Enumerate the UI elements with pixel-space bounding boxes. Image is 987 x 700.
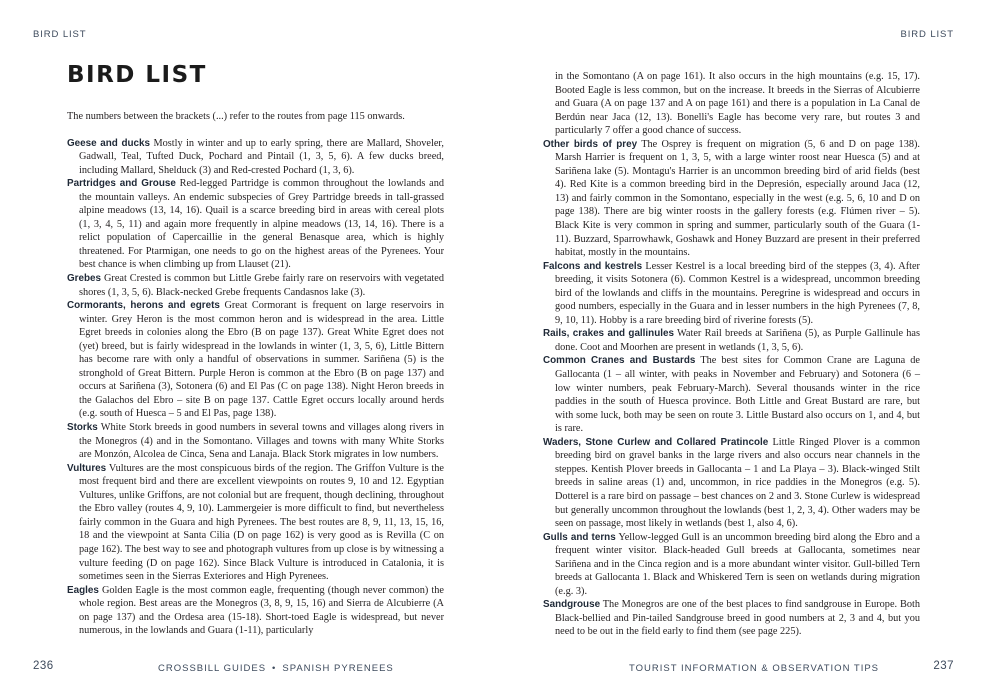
running-head-right: BIRD LIST [900,29,954,40]
footer-bullet: • [272,663,277,674]
page-number-right: 237 [933,660,954,672]
bird-group-heading: Partridges and Grouse [67,178,176,190]
bird-group-entry [67,272,444,299]
footer-left [158,663,394,674]
bird-group-heading: Other birds of prey [543,138,638,150]
bird-group-entry [67,137,444,178]
right-column [543,70,920,639]
bird-group-heading: Grebes [67,273,102,285]
bird-group-entry [543,354,920,435]
footer-right: TOURIST INFORMATION & OBSERVATION TIPS [629,663,880,674]
bird-group-heading: Storks [67,422,98,434]
bird-group-heading: Gulls and terns [543,531,616,543]
bird-group-text: The Monegros are one of the best places to find sandgrouse in Europe. Both Black-bellied and Pin-tailed Sandgrouse breed in good numbers at 2, 3 and 4, but you need to be out in the field early to find them (see page 225). [555,599,920,638]
bird-group-text: White Stork breeds in good numbers in several towns and villages along rivers in the Monegros (4) and in the Somontano. Villages and towns with many White Storks are Monzón, Alcolea de Cinca, Sena and Lanaja. Black Stork migrates in low numbers. [79,422,444,461]
bird-group-entry [67,584,444,638]
left-entries [67,137,444,638]
bird-group-entry [67,177,444,272]
left-column [67,110,444,638]
bird-group-text: Yellow-legged Gull is an uncommon breeding bird along the Ebro and a frequent winter visitor. Black-headed Gull breeds at Gallocanta, sometimes near Sariñena and in the Cinca region and is a more abundant winter visitor. Gull-billed Tern breeds at Gallocanta 1. Black and Whiskered Tern is seen on wetlands during migration (e.g. 3). [555,531,920,597]
page-title: BIRD LIST [67,62,207,88]
page-number-left: 236 [33,660,54,672]
bird-group-entry [543,327,920,354]
bird-group-entry [543,138,920,260]
series-name: CROSSBILL GUIDES [158,663,267,674]
bird-group-heading: Vultures [67,462,107,474]
bird-group-entry [67,462,444,584]
right-entries [543,138,920,639]
bird-group-text: Great Cormorant is frequent on large reservoirs in winter. Grey Heron is the most common heron and is widespread in the area. Little Egret breeds in colonies along the Ebro (B on page 137). Great White Egret does not (yet) breed, but is fairly widespread in the lowlands in winter (1, 3, 5, 6), Little Bittern has become rare with only a handful of observations in summer. Sariñena (5) is the stronghold of Great Bittern. Purple Heron is common at the Ebro (B on page 137) and occurs at Sariñena (3), Sotonera (6) and El Pas (C on page 138). Night Heron breeds in the Galachos del Ebro – site B on page 137. Cattle Egret occurs locally around herds (e.g. south of Huesca – 5 and El Pas, page 138). [79,300,445,420]
bird-group-heading: Waders, Stone Curlew and Collared Pratincole [543,436,769,448]
bird-group-heading: Common Cranes and Bustards [543,355,696,367]
bird-group-heading: Falcons and kestrels [543,260,643,272]
bird-group-entry [543,531,920,599]
bird-group-entry [67,421,444,462]
intro-paragraph: The numbers between the brackets (...) refer to the routes from page 115 onwards. [67,111,405,122]
continuation-paragraph: in the Somontano (A on page 161). It also occurs in the high mountains (e.g. 15, 17). Booted Eagle is less common, but on the increase. It breeds in the Sierras of Alcubierre and Guara (A on page 137 and A on page 161) and there is a population in La Canal de Berdún near Jaca (12, 13). Bonelli's Eagle has become very rare, but routes 3 and particularly 7 offer a good chance of success. [555,71,920,137]
bird-group-text: Great Crested is common but Little Grebe fairly rare on reservoirs with vegetated shores (1, 3, 5, 6). Black-necked Grebe frequents Candasnos lake (3). [79,273,444,298]
bird-group-text: Golden Eagle is the most common eagle, frequenting (though never common) the whole region. Best areas are the Monegros (3, 8, 9, 15, 16) and Sierra de Alcubierre (A on page 137) and the Ordesa area (15-18). Short-toed Eagle is widespread, but never numerous, in the lowlands and Guara (1-11), particularly [79,584,444,637]
running-head-left: BIRD LIST [33,29,87,40]
bird-group-text: Mostly in winter and up to early spring, there are Mallard, Shoveler, Gadwall, Teal, Tufted Duck, Pochard and Pintail (1, 3, 5, 6). A few ducks breed, including Mallard, Shelduck (3) and Red-crested Pochard (1, 3, 6). [79,137,444,176]
bird-group-text: The Osprey is frequent on migration (5, 6 and D on page 138). Marsh Harrier is frequent on 1, 3, 5, with a large winter roost near Huesca (5) and at Sariñena lake (5). Montagu's Harrier is an uncommon breeding bird of arid fields (best 4). Red Kite is a common breeding bird in the Depresión, especially around Jaca (12, 13) and fairly common in the Somontano, especially in the west (e.g. 5, 6, 10 and D on page 138). There are big winter roosts in the gallery forests (e.g. Flúmen river – 5). Black Kite is very common in spring and summer, particularly south of the Guara (1-11). Buzzard, Sparrowhawk, Goshawk and Honey Buzzard are present in their preferred habitat, mostly in the mountains. [555,138,921,259]
bird-group-text: The best sites for Common Crane are Laguna de Gallocanta (1 – all winter, with peaks in November and February) and Sotonera (6 – low winter numbers, peak February-March). Several thousands winter in the rice paddies in the south of Huesca province. Both Little and Great Bustard are rare, but with some luck, both may be seen on route 3. Little Bustard also occurs on 1, and 4, but is rare. [555,355,920,435]
bird-group-text: Little Ringed Plover is a common breeding bird on gravel banks in the large rivers and also occurs near channels in the steppes. Kentish Plover breeds in Gallocanta – 1 and La Playa – 3). Black-winged Stilt breeds in saline areas (1) and, uncommon, in rice paddies in the Monegros (e.g. 5). Dotterel is a rare bird on passage – best chances on 2 and 3. Stone Curlew is widespread but generally uncommon throughout the lowlands (best 1, 2, 3, 4). Other waders may be seen on passage, most likely in wetlands (best 1, also 4, 6). [555,436,921,530]
bird-group-heading: Cormorants, herons and egrets [67,300,220,312]
bird-group-heading: Rails, crakes and gallinules [543,328,674,340]
bird-group-text: Lesser Kestrel is a local breeding bird of the steppes (3, 4). After breeding, it visits Sotonera (6). Common Kestrel is a widespread, uncommon breeding bird of the lowlands and cliffs in the mountains. Peregrine is widespread and occurs in good numbers, especially in the Guara and in lesser numbers in the high Pyrenees (7, 8, 9, 10, 11). Hobby is a rare breeding bird of riverine forests (5). [555,260,920,326]
bird-group-heading: Eagles [67,584,99,596]
bird-group-text: Red-legged Partridge is common throughout the lowlands and the mountain valleys. An endemic subspecies of Grey Partridge breeds in tall-grassed alpine meadows (13, 14, 16). Quail is a scarce breeding bird in areas with cereal plots (1, 3, 4, 5, 11) and again more frequently in alpine meadows (13, 14, 16). There is a relict population of Capercaillie in the general Benasque area, which is highly threatened. For Ptarmigan, one needs to go on the highest areas of the Pyrenees. Your best chance is when climbing up from Llauset (21). [79,178,445,271]
bird-group-heading: Sandgrouse [543,599,601,611]
bird-group-entry [67,299,444,421]
bird-group-text: Vultures are the most conspicuous birds of the region. The Griffon Vulture is the most frequent bird and there are excellent viewpoints on routes 9, 10 and 12. Egyptian Vultures, unlike Griffons, are not colonial but are frequent, though declining, throughout the Ebro valley (routes 4, 9, 10). Lammergeier is more difficult to find, but nevertheless fairly common in the Guara and high Pyrenees. The best routes are 8, 9, 11, 13, 15, 16, 18 and the viewpoint at Santa Cilia (D on page 162) is very good as is Revilla (C on page 162). The best way to see and photograph vultures from up close is by witnessing a vulture feeding (D on page 162). Since Black Vulture is introduced in Catalonia, it is sometimes seen in the Sierras Exteriores and High Pyrenees. [79,462,444,583]
bird-group-text: Water Rail breeds at Sariñena (5), as Purple Gallinule has done. Coot and Moorhen are present in wetlands (1, 3, 5, 6). [555,328,920,353]
bird-group-heading: Geese and ducks [67,137,150,149]
bird-group-entry [543,436,920,531]
book-title: SPANISH PYRENEES [282,663,394,674]
bird-group-entry [543,598,920,639]
bird-group-entry [543,260,920,328]
